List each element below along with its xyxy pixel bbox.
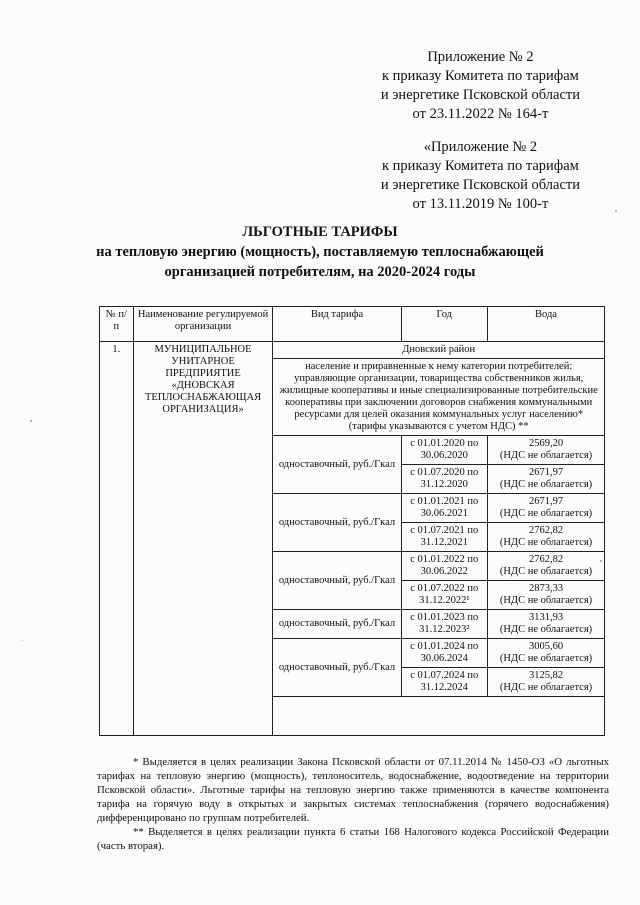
org-name: МУНИЦИПАЛЬНОЕ УНИТАРНОЕ ПРЕДПРИЯТИЕ «ДНОВСКАЯ ТЕПЛОСНАБЖАЮЩАЯ ОРГАНИЗАЦИЯ»	[133, 342, 273, 736]
vat-note: (НДС не облагается)	[499, 508, 593, 519]
header-type: Вид тарифа	[273, 307, 401, 342]
empty-cell	[273, 697, 605, 736]
table-row	[100, 342, 605, 359]
tariff-value-cell	[488, 581, 605, 610]
vat-note: (НДС не облагается)	[499, 537, 593, 548]
tariff-type: одноставочный, руб./Гкал	[273, 436, 401, 494]
header-num: № п/п	[100, 307, 134, 342]
header-value: Вода	[488, 307, 605, 342]
consumer-category: население и приравненные к нему категории потребителей: управляющие организации, товарищества собственников жилья, жилищные кооперативы и иные специализированные потребительские кооперативы при заключении договоров снабжения коммунальными ресурсами для целей оказания коммунальных услуг населению* (тарифы указываются с учетом НДС) **	[273, 359, 605, 436]
appendix-header-original	[381, 138, 580, 214]
period: с 01.07.2020 по 31.12.2020	[401, 465, 487, 494]
vat-note: (НДС не облагается)	[499, 566, 593, 577]
header-line: от 23.11.2022 № 164-т	[412, 106, 549, 122]
tariff-table	[99, 306, 605, 736]
tariff-value: 3005,60	[528, 641, 564, 652]
tariff-type: одноставочный, руб./Гкал	[273, 610, 401, 639]
tariff-value: 2671,97	[528, 467, 564, 478]
tariff-type: одноставочный, руб./Гкал	[273, 494, 401, 552]
footnote-2: ** Выделяется в целях реализации пункта 6 статьи 168 Налогового кодекса Российской Федерации (часть вторая).	[97, 826, 609, 852]
period: с 01.01.2022 по 30.06.2022	[401, 552, 487, 581]
tariff-type: одноставочный, руб./Гкал	[273, 552, 401, 610]
tariff-value-cell	[488, 610, 605, 639]
header-line: Приложение № 2	[427, 49, 534, 65]
region-name: Дновский район	[273, 342, 605, 359]
tariff-value: 2671,97	[528, 496, 564, 507]
tariff-type: одноставочный, руб./Гкал	[273, 639, 401, 697]
row-number: 1.	[100, 342, 134, 736]
tariff-value-cell	[488, 523, 605, 552]
title-line: организацией потребителям, на 2020-2024 годы	[164, 264, 476, 280]
tariff-value: 3131,93	[528, 612, 564, 623]
tariff-value-cell	[488, 639, 605, 668]
period: с 01.07.2021 по 31.12.2021	[401, 523, 487, 552]
tariff-value-cell	[488, 436, 605, 465]
tariff-value: 2873,33	[528, 583, 564, 594]
period: с 01.01.2020 по 30.06.2020	[401, 436, 487, 465]
header-line: к приказу Комитета по тарифам	[382, 158, 579, 174]
header-year: Год	[401, 307, 487, 342]
tariff-value-cell	[488, 494, 605, 523]
header-line: и энергетике Псковской области	[380, 177, 580, 193]
appendix-header-current	[381, 48, 580, 124]
period: с 01.01.2021 по 30.06.2021	[401, 494, 487, 523]
period: с 01.01.2023 по 31.12.2023²	[401, 610, 487, 639]
tariff-value: 3125,82	[528, 670, 564, 681]
scan-speck	[615, 210, 617, 212]
vat-note: (НДС не облагается)	[499, 624, 593, 635]
tariff-value: 2762,82	[528, 554, 564, 565]
tariff-value-cell	[488, 668, 605, 697]
header-line: от 13.11.2019 № 100-т	[412, 196, 549, 212]
vat-note: (НДС не облагается)	[499, 653, 593, 664]
period: с 01.01.2024 по 30.06.2024	[401, 639, 487, 668]
tariff-value: 2762,82	[528, 525, 564, 536]
title-line: ЛЬГОТНЫЕ ТАРИФЫ	[242, 224, 398, 240]
period: с 01.07.2024 по 31.12.2024	[401, 668, 487, 697]
vat-note: (НДС не облагается)	[499, 682, 593, 693]
tariff-value-cell	[488, 465, 605, 494]
scan-speck	[22, 640, 23, 641]
scan-speck	[600, 560, 602, 562]
tariff-value: 2569,20	[528, 438, 564, 449]
header-org: Наименование регулируемой организации	[133, 307, 273, 342]
scan-speck	[30, 420, 32, 422]
footnotes	[97, 755, 609, 853]
vat-note: (НДС не облагается)	[499, 595, 593, 606]
document-title	[90, 222, 550, 282]
vat-note: (НДС не облагается)	[499, 479, 593, 490]
header-line: и энергетике Псковской области	[380, 87, 580, 103]
table-header-row	[100, 307, 605, 342]
header-line: к приказу Комитета по тарифам	[382, 68, 579, 84]
period: с 01.07.2022 по 31.12.2022¹	[401, 581, 487, 610]
tariff-value-cell	[488, 552, 605, 581]
vat-note: (НДС не облагается)	[499, 450, 593, 461]
header-line: «Приложение № 2	[423, 139, 538, 155]
footnote-1: * Выделяется в целях реализации Закона Псковской области от 07.11.2014 № 1450-ОЗ «О льготных тарифах на тепловую энергию (мощность), теплоноситель, водоснабжение, водоотведение на территории Псковской области». Льготные тарифы на тепловую энергию также применяются в качестве компонента тарифа на горячую воду в открытых и закрытых системах теплоснабжения (горячего водоснабжения) дифференцировано по группам потребителей.	[97, 756, 609, 824]
title-line: на тепловую энергию (мощность), поставляемую теплоснабжающей	[96, 244, 544, 260]
